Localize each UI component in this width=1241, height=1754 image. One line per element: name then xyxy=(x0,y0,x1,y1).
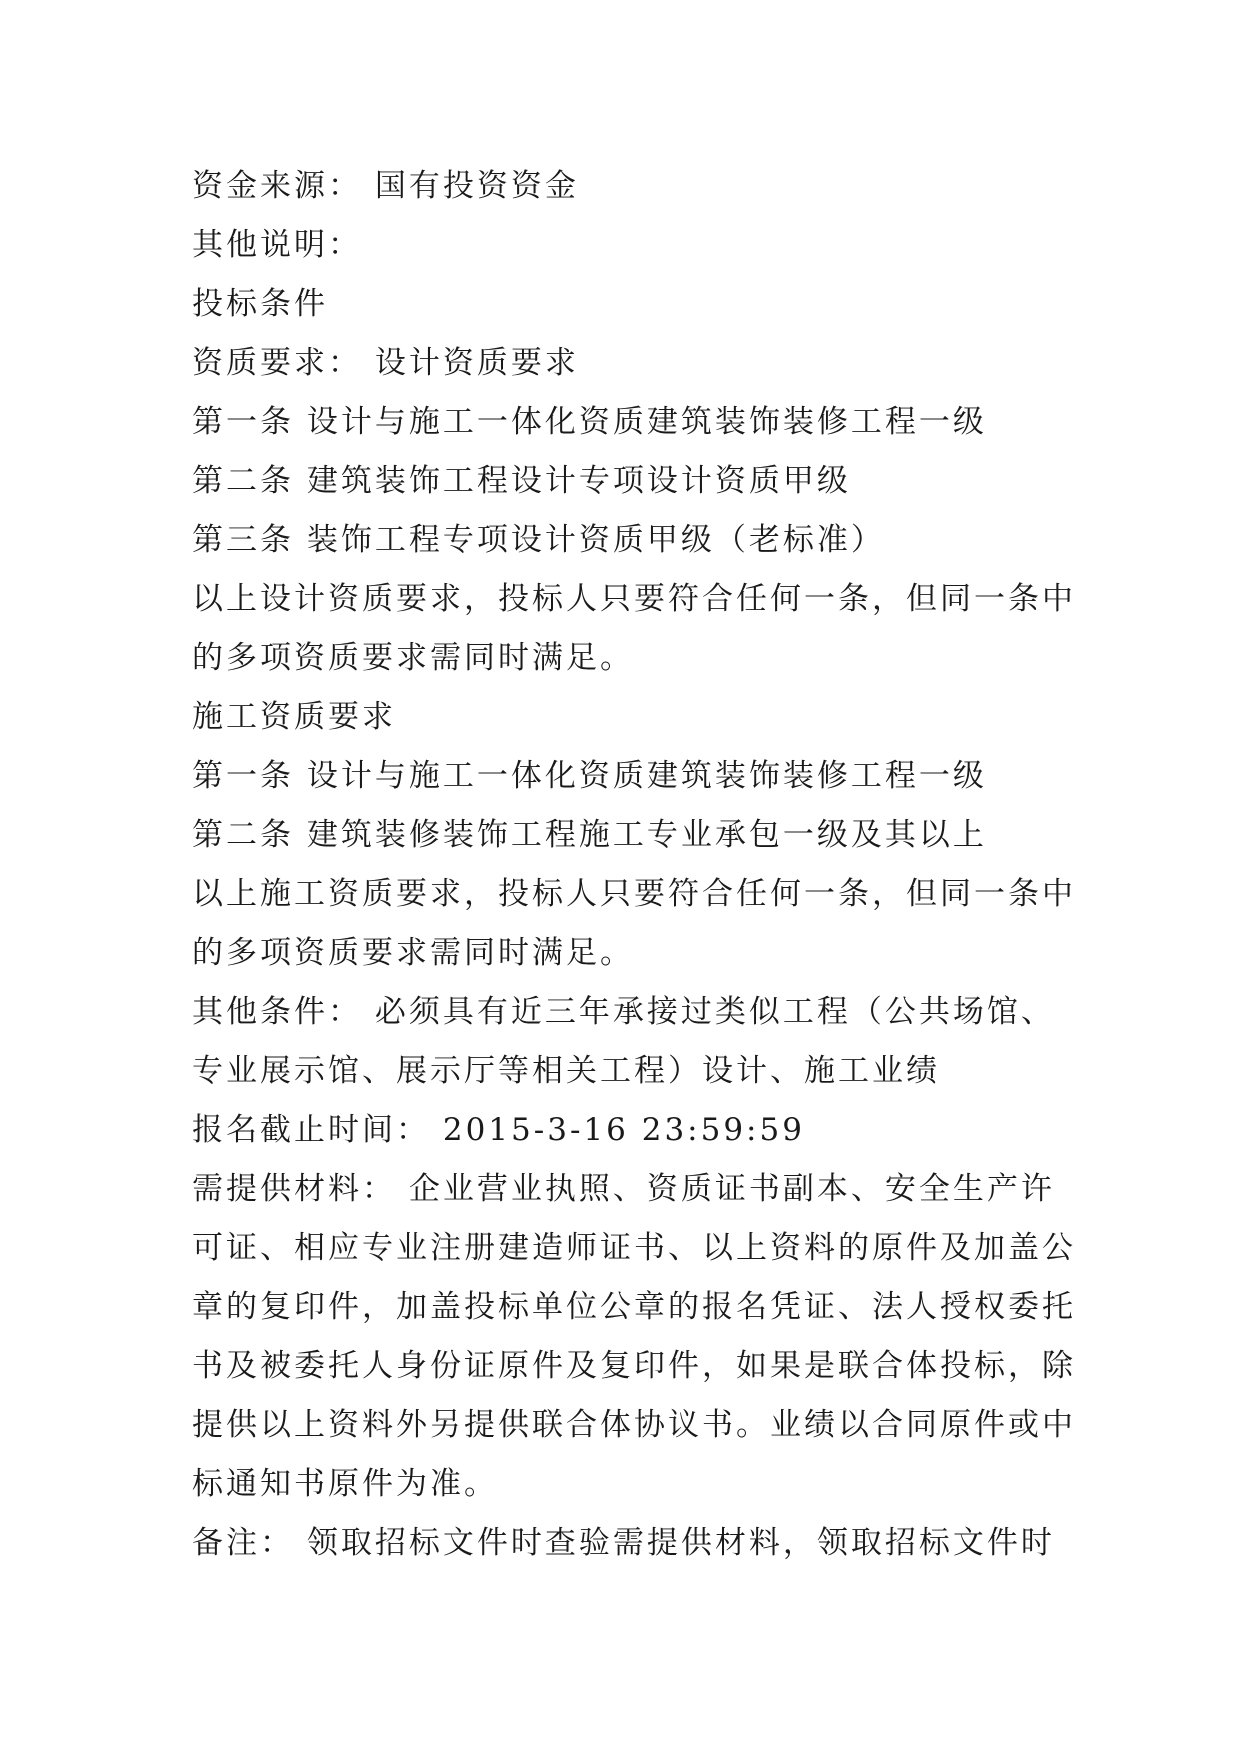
construction-note-line-1: 以上施工资质要求，投标人只要符合任何一条，但同一条中 xyxy=(192,876,1076,912)
required-materials-line-4: 书及被委托人身份证原件及复印件，如果是联合体投标，除 xyxy=(192,1348,1076,1384)
construction-note-line-2: 的多项资质要求需同时满足。 xyxy=(192,935,634,971)
required-materials-line-6: 标通知书原件为准。 xyxy=(192,1466,498,1502)
design-clause-2: 第二条 建筑装饰工程设计专项设计资质甲级 xyxy=(192,463,851,499)
remarks-line: 备注： 领取招标文件时查验需提供材料，领取招标文件时 xyxy=(192,1525,1055,1561)
qualification-requirements-line: 资质要求： 设计资质要求 xyxy=(192,345,579,381)
design-clause-1: 第一条 设计与施工一体化资质建筑装饰装修工程一级 xyxy=(192,404,987,440)
other-conditions-line-2: 专业展示馆、展示厅等相关工程）设计、施工业绩 xyxy=(192,1053,940,1089)
required-materials-line-1: 需提供材料： 企业营业执照、资质证书副本、安全生产许 xyxy=(192,1171,1055,1207)
construction-clause-1: 第一条 设计与施工一体化资质建筑装饰装修工程一级 xyxy=(192,758,987,794)
construction-clause-2: 第二条 建筑装修装饰工程施工专业承包一级及其以上 xyxy=(192,817,987,853)
required-materials-line-3: 章的复印件，加盖投标单位公章的报名凭证、法人授权委托 xyxy=(192,1289,1076,1325)
design-note-line-2: 的多项资质要求需同时满足。 xyxy=(192,640,634,676)
other-notes-line: 其他说明： xyxy=(192,227,362,263)
required-materials-line-2: 可证、相应专业注册建造师证书、以上资料的原件及加盖公 xyxy=(192,1230,1076,1266)
registration-deadline-line: 报名截止时间： 2015-3-16 23:59:59 xyxy=(192,1112,805,1148)
bidding-conditions-heading: 投标条件 xyxy=(192,286,328,322)
other-conditions-line-1: 其他条件： 必须具有近三年承接过类似工程（公共场馆、 xyxy=(192,994,1055,1030)
construction-qualification-heading: 施工资质要求 xyxy=(192,699,396,735)
funding-source-line: 资金来源： 国有投资资金 xyxy=(192,168,579,204)
required-materials-line-5: 提供以上资料外另提供联合体协议书。业绩以合同原件或中 xyxy=(192,1407,1076,1443)
document-body xyxy=(192,157,1076,1573)
design-clause-3: 第三条 装饰工程专项设计资质甲级（老标准） xyxy=(192,522,885,558)
design-note-line-1: 以上设计资质要求，投标人只要符合任何一条，但同一条中 xyxy=(192,581,1076,617)
